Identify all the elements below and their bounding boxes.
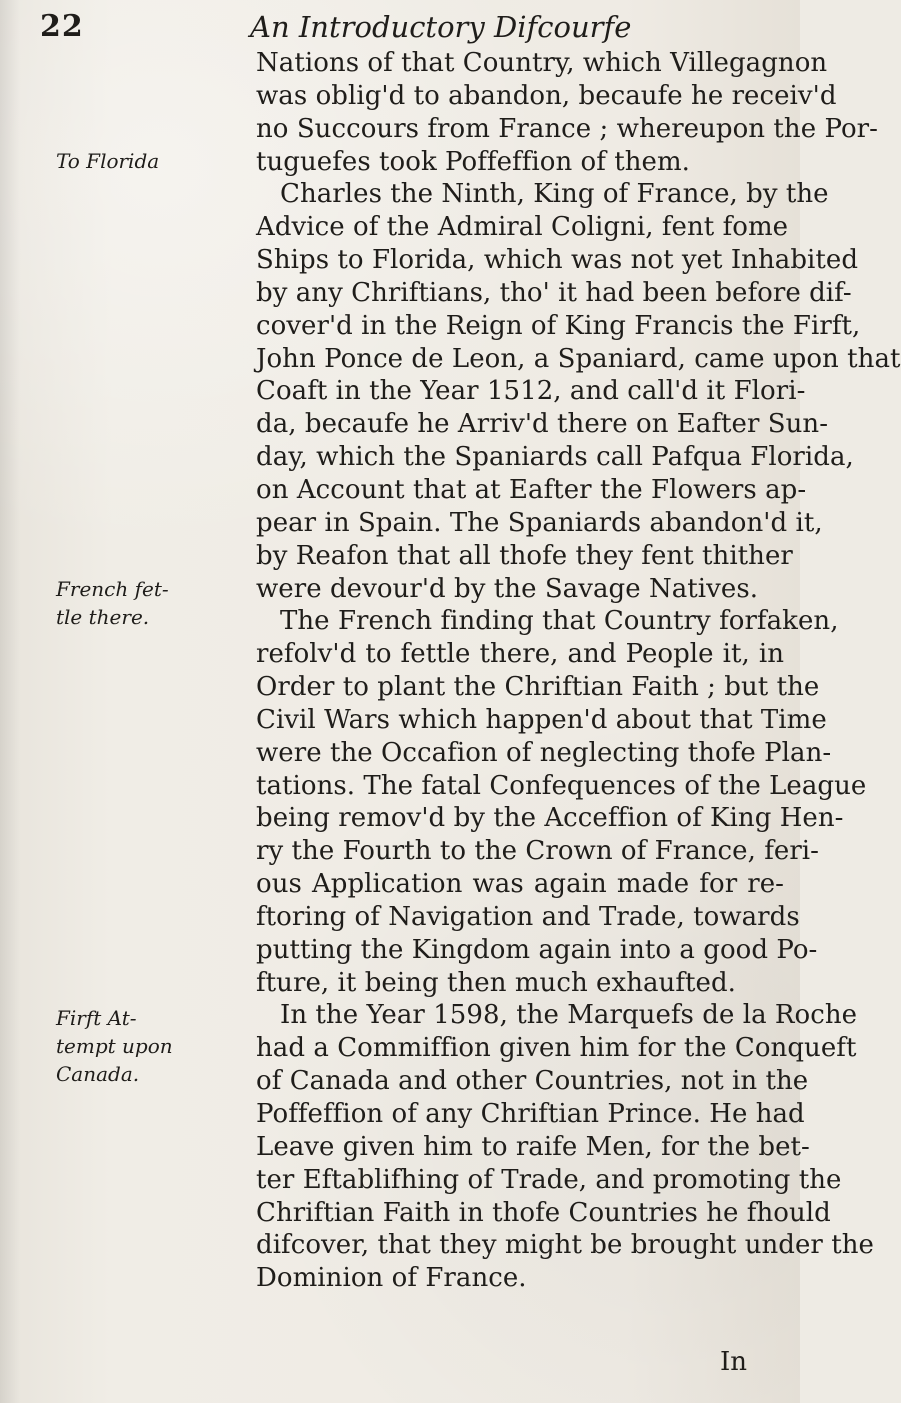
text-line: The French finding that Country forfaken, xyxy=(280,606,839,637)
text-line: tations. The fatal Confequences of the League xyxy=(256,770,867,801)
text-line: Poffeffion of any Chriftian Prince. He had xyxy=(256,1099,805,1129)
text-line: Dominion of France. xyxy=(256,1263,527,1294)
text-line: In the Year 1598, the Marquefs de la Roche xyxy=(280,1000,858,1031)
text-line: putting the Kingdom again into a good Po- xyxy=(256,934,818,965)
text-line: Advice of the Admiral Coligni, fent fome xyxy=(256,212,789,243)
text-line: fture, it being then much exhaufted. xyxy=(256,967,736,998)
text-line: were devour'd by the Savage Natives. xyxy=(256,573,759,604)
margin-note-line: French fet- xyxy=(56,577,169,601)
margin-note-florida xyxy=(56,147,256,175)
body-text xyxy=(256,47,901,1295)
text-line: Ships to Florida, which was not yet Inhabited xyxy=(256,245,859,276)
text-line: Chriftian Faith in thofe Countries he fhould xyxy=(256,1197,831,1228)
text-line: Leave given him to raife Men, for the bet- xyxy=(256,1131,810,1162)
text-line: being remov'd by the Acceffion of King Hen- xyxy=(256,803,844,834)
text-line: ous Application was again made for re- xyxy=(256,869,784,900)
text-line: ter Eftablifhing of Trade, and promoting the xyxy=(256,1164,842,1195)
text-line: refolv'd to fettle there, and People it, in xyxy=(256,639,784,670)
text-line: by Reafon that all thofe they fent thither xyxy=(256,540,793,571)
text-line: no Succours from France ; whereupon the Por- xyxy=(256,113,878,144)
text-line: pear in Spain. The Spaniards abandon'd it, xyxy=(256,507,823,538)
text-line: cover'd in the Reign of King Francis the Firft, xyxy=(256,310,861,341)
text-line: da, becaufe he Arriv'd there on Eafter Sun- xyxy=(256,409,829,440)
text-line: difcover, that they might be brought under the xyxy=(256,1230,874,1261)
text-line: had a Commiffion given him for the Conqueft xyxy=(256,1033,857,1064)
text-line: Charles the Ninth, King of France, by the xyxy=(280,179,829,210)
text-line: Order to plant the Chriftian Faith ; but the xyxy=(256,672,820,703)
text-line: on Account that at Eafter the Flowers ap- xyxy=(256,474,807,505)
text-line: John Ponce de Leon, a Spaniard, came upon that xyxy=(256,343,901,374)
margin-note-canada xyxy=(56,1004,256,1088)
text-line: Nations of that Country, which Villegagnon xyxy=(256,48,828,78)
text-line: tuguefes took Poffeffion of them. xyxy=(256,146,691,177)
text-line: by any Chriftians, tho' it had been before dif- xyxy=(256,277,852,308)
text-line: Civil Wars which happen'd about that Time xyxy=(256,704,827,735)
margin-note-line: To Florida xyxy=(56,149,160,173)
page-number: 22 xyxy=(40,9,84,44)
text-line: were the Occafion of neglecting thofe Plan- xyxy=(256,737,832,768)
catchword: In xyxy=(720,1347,748,1377)
page-header xyxy=(40,6,760,48)
text-line: ftoring of Navigation and Trade, towards xyxy=(256,901,800,932)
margin-note-french-settle xyxy=(56,575,256,631)
text-line: day, which the Spaniards call Pafqua Florida, xyxy=(256,442,854,473)
margin-note-line: tempt upon xyxy=(56,1034,173,1058)
margin-note-line: Firft At- xyxy=(56,1006,137,1030)
margin-note-line: tle there. xyxy=(56,605,150,629)
running-head: An Introductory Difcourfe xyxy=(250,10,632,44)
text-line: of Canada and other Countries, not in the xyxy=(256,1066,809,1097)
text-line: ry the Fourth to the Crown of France, feri- xyxy=(256,836,820,867)
text-line: Coaft in the Year 1512, and call'd it Flori- xyxy=(256,376,806,407)
gutter-shadow xyxy=(0,0,20,1403)
text-line: was oblig'd to abandon, becaufe he receiv'd xyxy=(256,80,837,111)
margin-note-line: Canada. xyxy=(56,1062,140,1086)
